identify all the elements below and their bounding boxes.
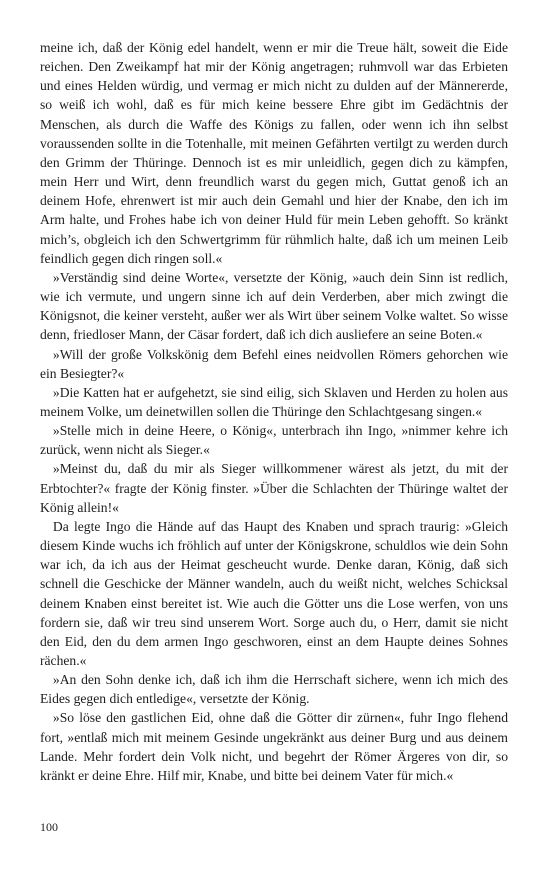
paragraph-9: »So löse den gastlichen Eid, ohne daß die Götter dir zürnen«, fuhr Ingo flehend fort, »entlaß mich mit meinem Gesinde ungekränkt aus deiner Burg und aus deinem Lande. Mehr fordert dein Volk nicht, und begehrt der Römer Ärgeres von dir, so kränkt er deine Ehre. Hilf mir, Knabe, und bitte bei deinem Vater für mich.«	[40, 710, 508, 783]
paragraph-7: Da legte Ingo die Hände auf das Haupt des Knaben und sprach traurig: »Gleich diesem Kinde wuchs ich fröhlich auf unter der Königskrone, schuldlos wie dein Sohn war ich, da ich aus der Heimat gescheucht wurde. Denke daran, König, daß sich schnell die Geschicke der Männer wandeln, auch du weißt nicht, welches Schicksal deinem Knaben einst bereitet ist. Wie auch die Götter uns die Lose werfen, von uns fordern sie, daß wir treu sind unserem Wort. Sorge auch du, o Herr, damit sie nicht den Eid, den du dem armen Ingo geschworen, einst an dem Haupte deines Sohnes rächen.«	[40, 518, 508, 668]
page-text	[40, 38, 508, 785]
paragraph-3: »Will der große Volkskönig dem Befehl eines neidvollen Römers gehorchen wie ein Besiegter?«	[40, 346, 508, 381]
paragraph-6: »Meinst du, daß du mir als Sieger willkommener wärest als jetzt, du mit der Erbtochter?« fragte der König finster. »Über die Schlachten der Thüringe waltet der König allein!«	[40, 461, 508, 515]
paragraph-4: »Die Katten hat er aufgehetzt, sie sind eilig, sich Sklaven und Herden zu holen aus meinem Volke, um deinetwillen sollen die Thüringe den Schlachtgesang singen.«	[40, 384, 508, 419]
paragraph-5: »Stelle mich in deine Heere, o König«, unterbrach ihn Ingo, »nimmer kehre ich zurück, wenn nicht als Sieger.«	[40, 423, 508, 458]
paragraph-1: meine ich, daß der König edel handelt, wenn er mir die Treue hält, soweit die Eide reichen. Den Zweikampf hat mir der König angetragen; ruhmvoll war das Erbieten und eines Helden würdig, und vermag er mich nicht zu dulden auf der Männererde, so weiß ich wohl, daß es für mich keine bessere Ehre gibt im Gedächtnis der Menschen, als durch die Waffe des Königs zu fallen, oder wenn ich ihn selbst voraussenden sollte in die Totenhalle, mit meinen Gefährten vertilgt zu werden durch den Grimm der Thüringe. Dennoch ist es mir unleidlich, gegen dich zu kämpfen, mein Herr und Wirt, denn freundlich warst du gegen mich, Guttat genoß ich an deinem Hofe, ehrenwert ist mir auch dein Gemahl und hier der Knabe, den ich im Arm halte, und Frohes habe ich von deiner Huld für mein Leben gehofft. So kränkt mich’s, obgleich ich den Schwertgrimm für rühmlich halte, daß ich um meinen Leib feindlich gegen dich ringen soll.«	[40, 40, 508, 266]
paragraph-2: »Verständig sind deine Worte«, versetzte der König, »auch dein Sinn ist redlich, wie ich vermute, und ungern sinne ich auf dein Verderben, aber mich zwingt die Königsnot, die keiner versteht, außer wer als Wirt über seinem Volke waltet. So wisse denn, friedloser Mann, der Cäsar fordert, daß ich dich ausliefere an seine Boten.«	[40, 269, 508, 343]
page-number: 100	[40, 820, 58, 834]
paragraph-8: »An den Sohn denke ich, daß ich ihm die Herrschaft sichere, wenn ich mich des Eides gegen dich entledige«, versetzte der König.	[40, 672, 508, 707]
